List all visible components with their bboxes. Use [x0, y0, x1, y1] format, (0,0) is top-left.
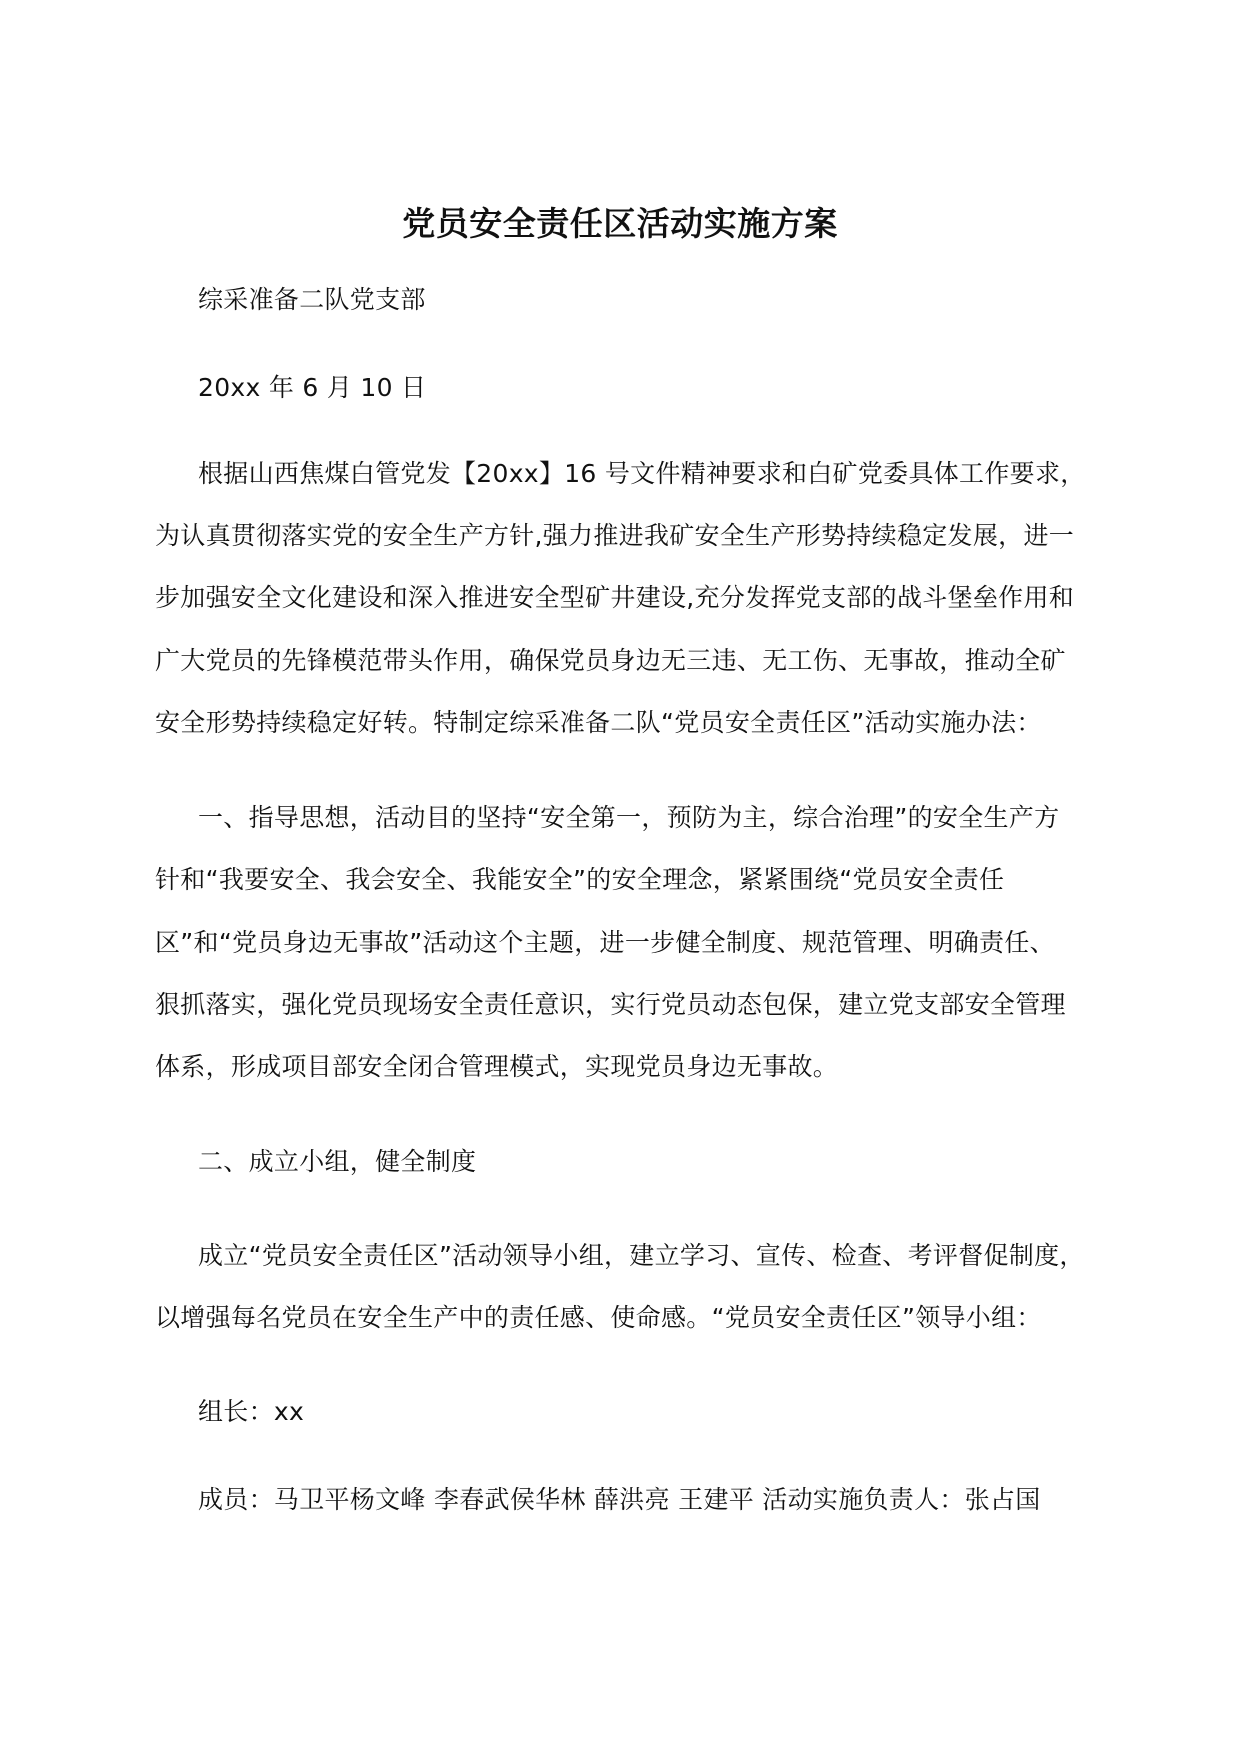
section1-line: 针和“我要安全、我会安全、我能安全”的安全理念，紧紧围绕“党员安全责任: [155, 865, 1005, 894]
section1-line: 体系，形成项目部安全闭合管理模式，实现党员身边无事故。: [155, 1052, 839, 1081]
section2-line: 以增强每名党员在安全生产中的责任感、使命感。“党员安全责任区”领导小组：: [155, 1303, 1042, 1332]
section1-line: 一、指导思想，活动目的坚持“安全第一，预防为主，综合治理”的安全生产方: [198, 803, 1060, 832]
intro-line: 为认真贯彻落实党的安全生产方针,强力推进我矿安全生产形势持续稳定发展，进一: [155, 521, 1075, 550]
intro-line: 步加强安全文化建设和深入推进安全型矿井建设,充分发挥党支部的战斗堡垒作用和: [155, 583, 1075, 612]
group-members: 成员：马卫平杨文峰 李春武侯华林 薛洪亮 王建平 活动实施负责人：张占国: [198, 1485, 1041, 1514]
section1-line: 狠抓落实，强化党员现场安全责任意识，实行党员动态包保，建立党支部安全管理: [155, 990, 1066, 1019]
intro-line: 根据山西焦煤白管党发【20xx】16 号文件精神要求和白矿党委具体工作要求，: [198, 459, 1086, 488]
section1-line: 区”和“党员身边无事故”活动这个主题，进一步健全制度、规范管理、明确责任、: [155, 928, 1055, 957]
group-leader: 组长：xx: [198, 1397, 305, 1426]
intro-line: 广大党员的先锋模范带头作用，确保党员身边无三违、无工伤、无事故，推动全矿: [155, 646, 1066, 675]
document-title: 党员安全责任区活动实施方案: [402, 204, 838, 243]
document-date: 20xx 年 6 月 10 日: [198, 373, 427, 402]
intro-line: 安全形势持续稳定好转。特制定综采准备二队“党员安全责任区”活动实施办法：: [155, 708, 1042, 737]
org-name: 综采准备二队党支部: [198, 285, 426, 314]
section2-line: 成立“党员安全责任区”活动领导小组，建立学习、宣传、检查、考评督促制度，: [198, 1241, 1085, 1270]
section2-heading: 二、成立小组，健全制度: [198, 1147, 477, 1176]
